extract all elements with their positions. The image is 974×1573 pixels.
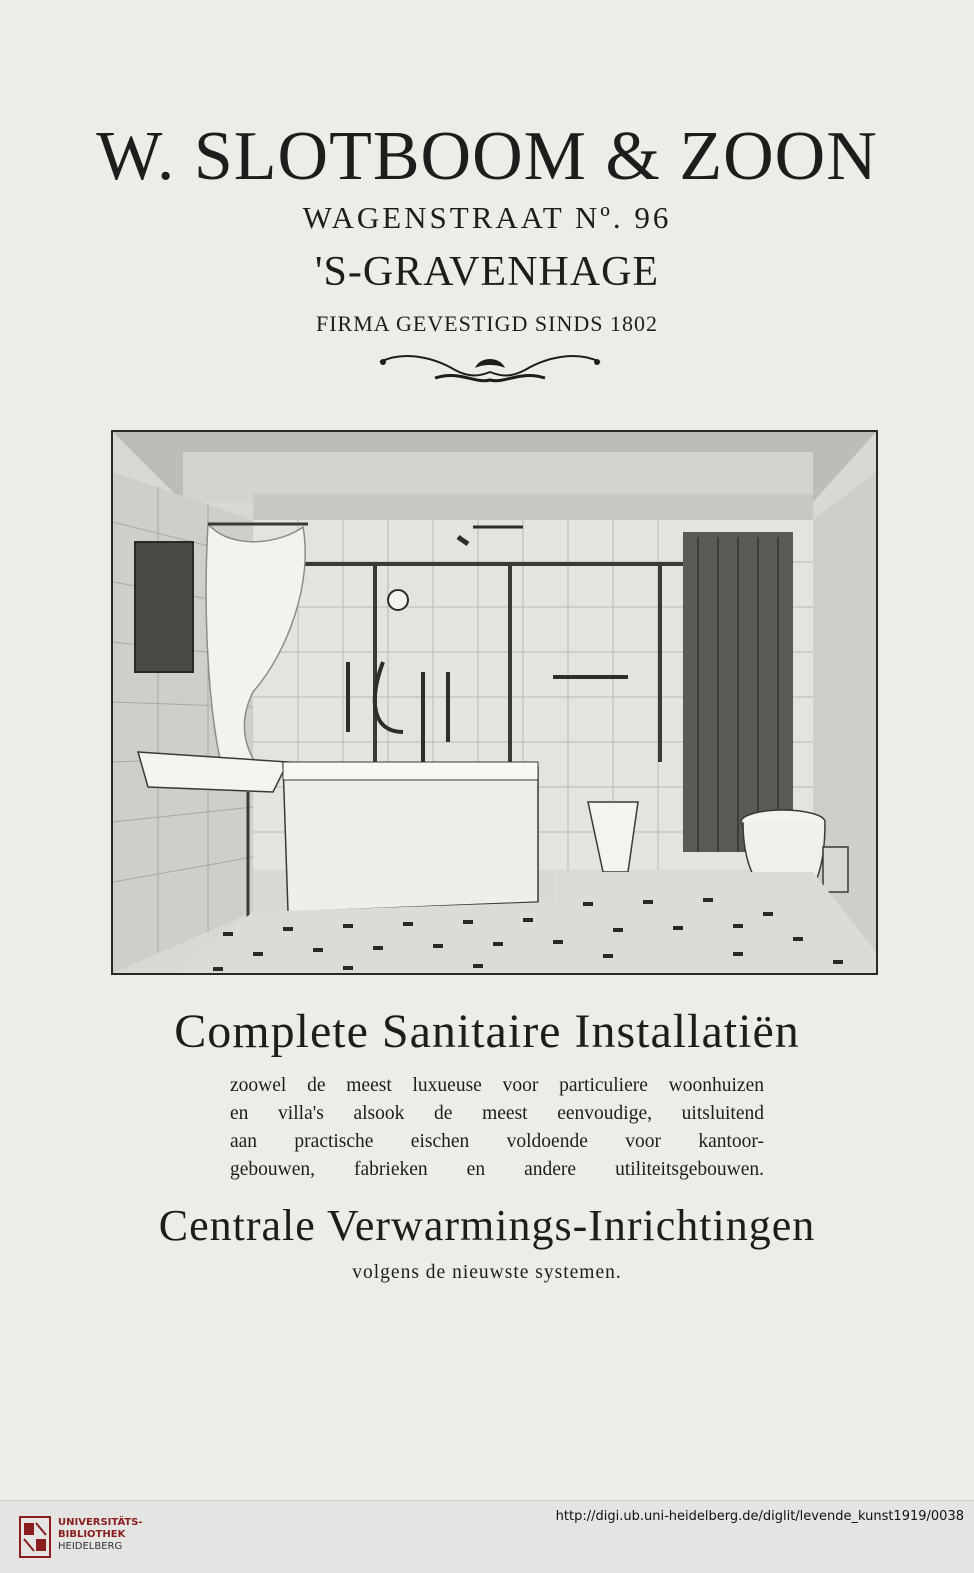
library-line-3: HEIDELBERG [58,1541,123,1552]
description-line: en villa's alsook de meest eenvoudige, uitsluitend [230,1103,764,1124]
library-logo-icon [18,1515,52,1559]
heading-subline: volgens de nieuwste systemen. [352,1262,622,1283]
heading-central-heating: Centrale Verwarmings-Inrichtingen [158,1201,816,1250]
founded-line: FIRMA GEVESTIGD SINDS 1802 [316,311,658,336]
description-line: zoowel de meest luxueuse voor particuliere woonhuizen [230,1075,764,1096]
viewer-footer [0,1500,974,1573]
description-line: aan practische eischen voldoende voor kantoor- [230,1131,764,1152]
heading-sanitary-installations: Complete Sanitaire Installatiën [174,1005,800,1058]
city-name: 'S-GRAVENHAGE [314,249,660,295]
description-line: gebouwen, fabrieken en andere utiliteitsgebouwen. [230,1159,764,1180]
bathroom-illustration [111,430,878,975]
street-address: WAGENSTRAAT Nº. 96 [302,200,672,235]
source-url-link[interactable]: http://digi.ub.uni-heidelberg.de/diglit/levende_kunst1919/0038 [555,1509,964,1524]
description-paragraph [230,1072,764,1184]
flourish-ornament-icon [375,350,605,390]
library-line-1: UNIVERSITÄTS- [58,1517,143,1528]
firm-name: W. SLOTBOOM & ZOON [96,118,878,195]
library-line-2: BIBLIOTHEK [58,1529,126,1540]
library-name [58,1517,143,1553]
